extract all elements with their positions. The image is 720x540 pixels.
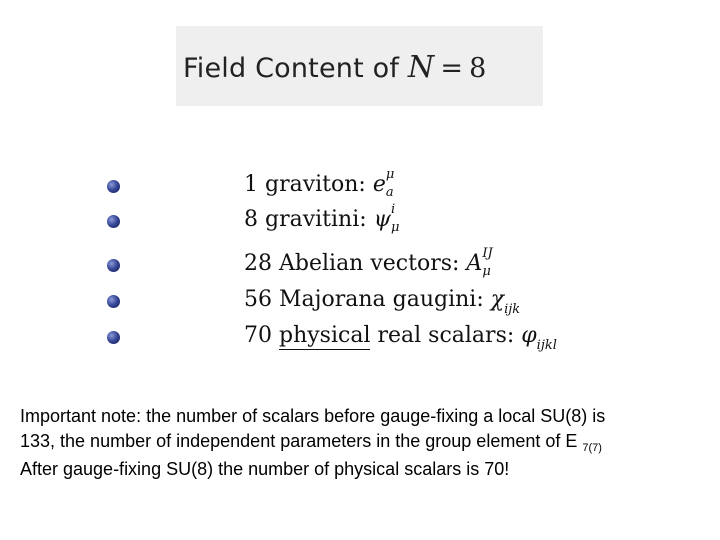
field-sub: ijk	[504, 302, 521, 317]
field-symbol: χ	[490, 287, 505, 312]
field-sub: μ	[390, 220, 400, 235]
field-sub: μ	[482, 264, 491, 279]
field-name: real scalars:	[377, 323, 515, 348]
note-line-2	[20, 429, 710, 457]
field-count: 70	[244, 323, 272, 348]
field-symbol: ψ	[373, 207, 391, 232]
bullet-icon	[107, 180, 120, 193]
field-count: 28	[244, 251, 272, 276]
field-item-graviton	[244, 167, 400, 200]
field-name: Abelian vectors:	[279, 251, 460, 276]
field-symbol: e	[372, 172, 386, 197]
field-symbol: A	[466, 251, 483, 276]
field-item-gravitini	[244, 202, 405, 235]
note-line-2-subscript: 7(7)	[582, 442, 602, 454]
field-count: 8	[244, 207, 258, 232]
field-sup: i	[390, 202, 396, 217]
important-note	[20, 404, 710, 482]
field-sup: IJ	[482, 246, 493, 261]
field-sub: ijkl	[536, 338, 557, 353]
bullet-icon	[107, 331, 120, 344]
field-name: gravitini:	[265, 207, 367, 232]
field-name-underlined: physical	[279, 323, 371, 348]
field-sub: a	[385, 185, 394, 200]
field-count: 56	[244, 287, 272, 312]
field-indices	[482, 246, 504, 279]
title-equals: =	[440, 53, 464, 84]
field-indices	[385, 167, 400, 200]
note-line-1: Important note: the number of scalars before gauge-fixing a local SU(8) is	[20, 406, 606, 426]
field-symbol: φ	[521, 323, 537, 348]
note-line-2-text: 133, the number of independent parameters in the group element of E	[20, 431, 578, 451]
title-prefix: Field Content of	[183, 53, 400, 84]
bullet-icon	[107, 259, 120, 272]
bullet-icon	[107, 295, 120, 308]
field-indices	[390, 202, 405, 235]
title-symbol: N	[407, 50, 435, 85]
note-line-3: After gauge-fixing SU(8) the number of physical scalars is 70!	[20, 459, 510, 479]
title-value: 8	[469, 53, 487, 84]
bullet-icon	[107, 215, 120, 228]
field-count: 1	[244, 172, 258, 197]
field-sup: μ	[385, 167, 395, 182]
slide-title	[183, 50, 487, 85]
field-item-abelian-vectors	[244, 246, 504, 279]
field-name: graviton:	[265, 172, 366, 197]
field-name: Majorana gaugini:	[279, 287, 484, 312]
field-item-majorana-gaugini	[244, 287, 521, 317]
field-item-physical-scalars	[244, 323, 557, 353]
